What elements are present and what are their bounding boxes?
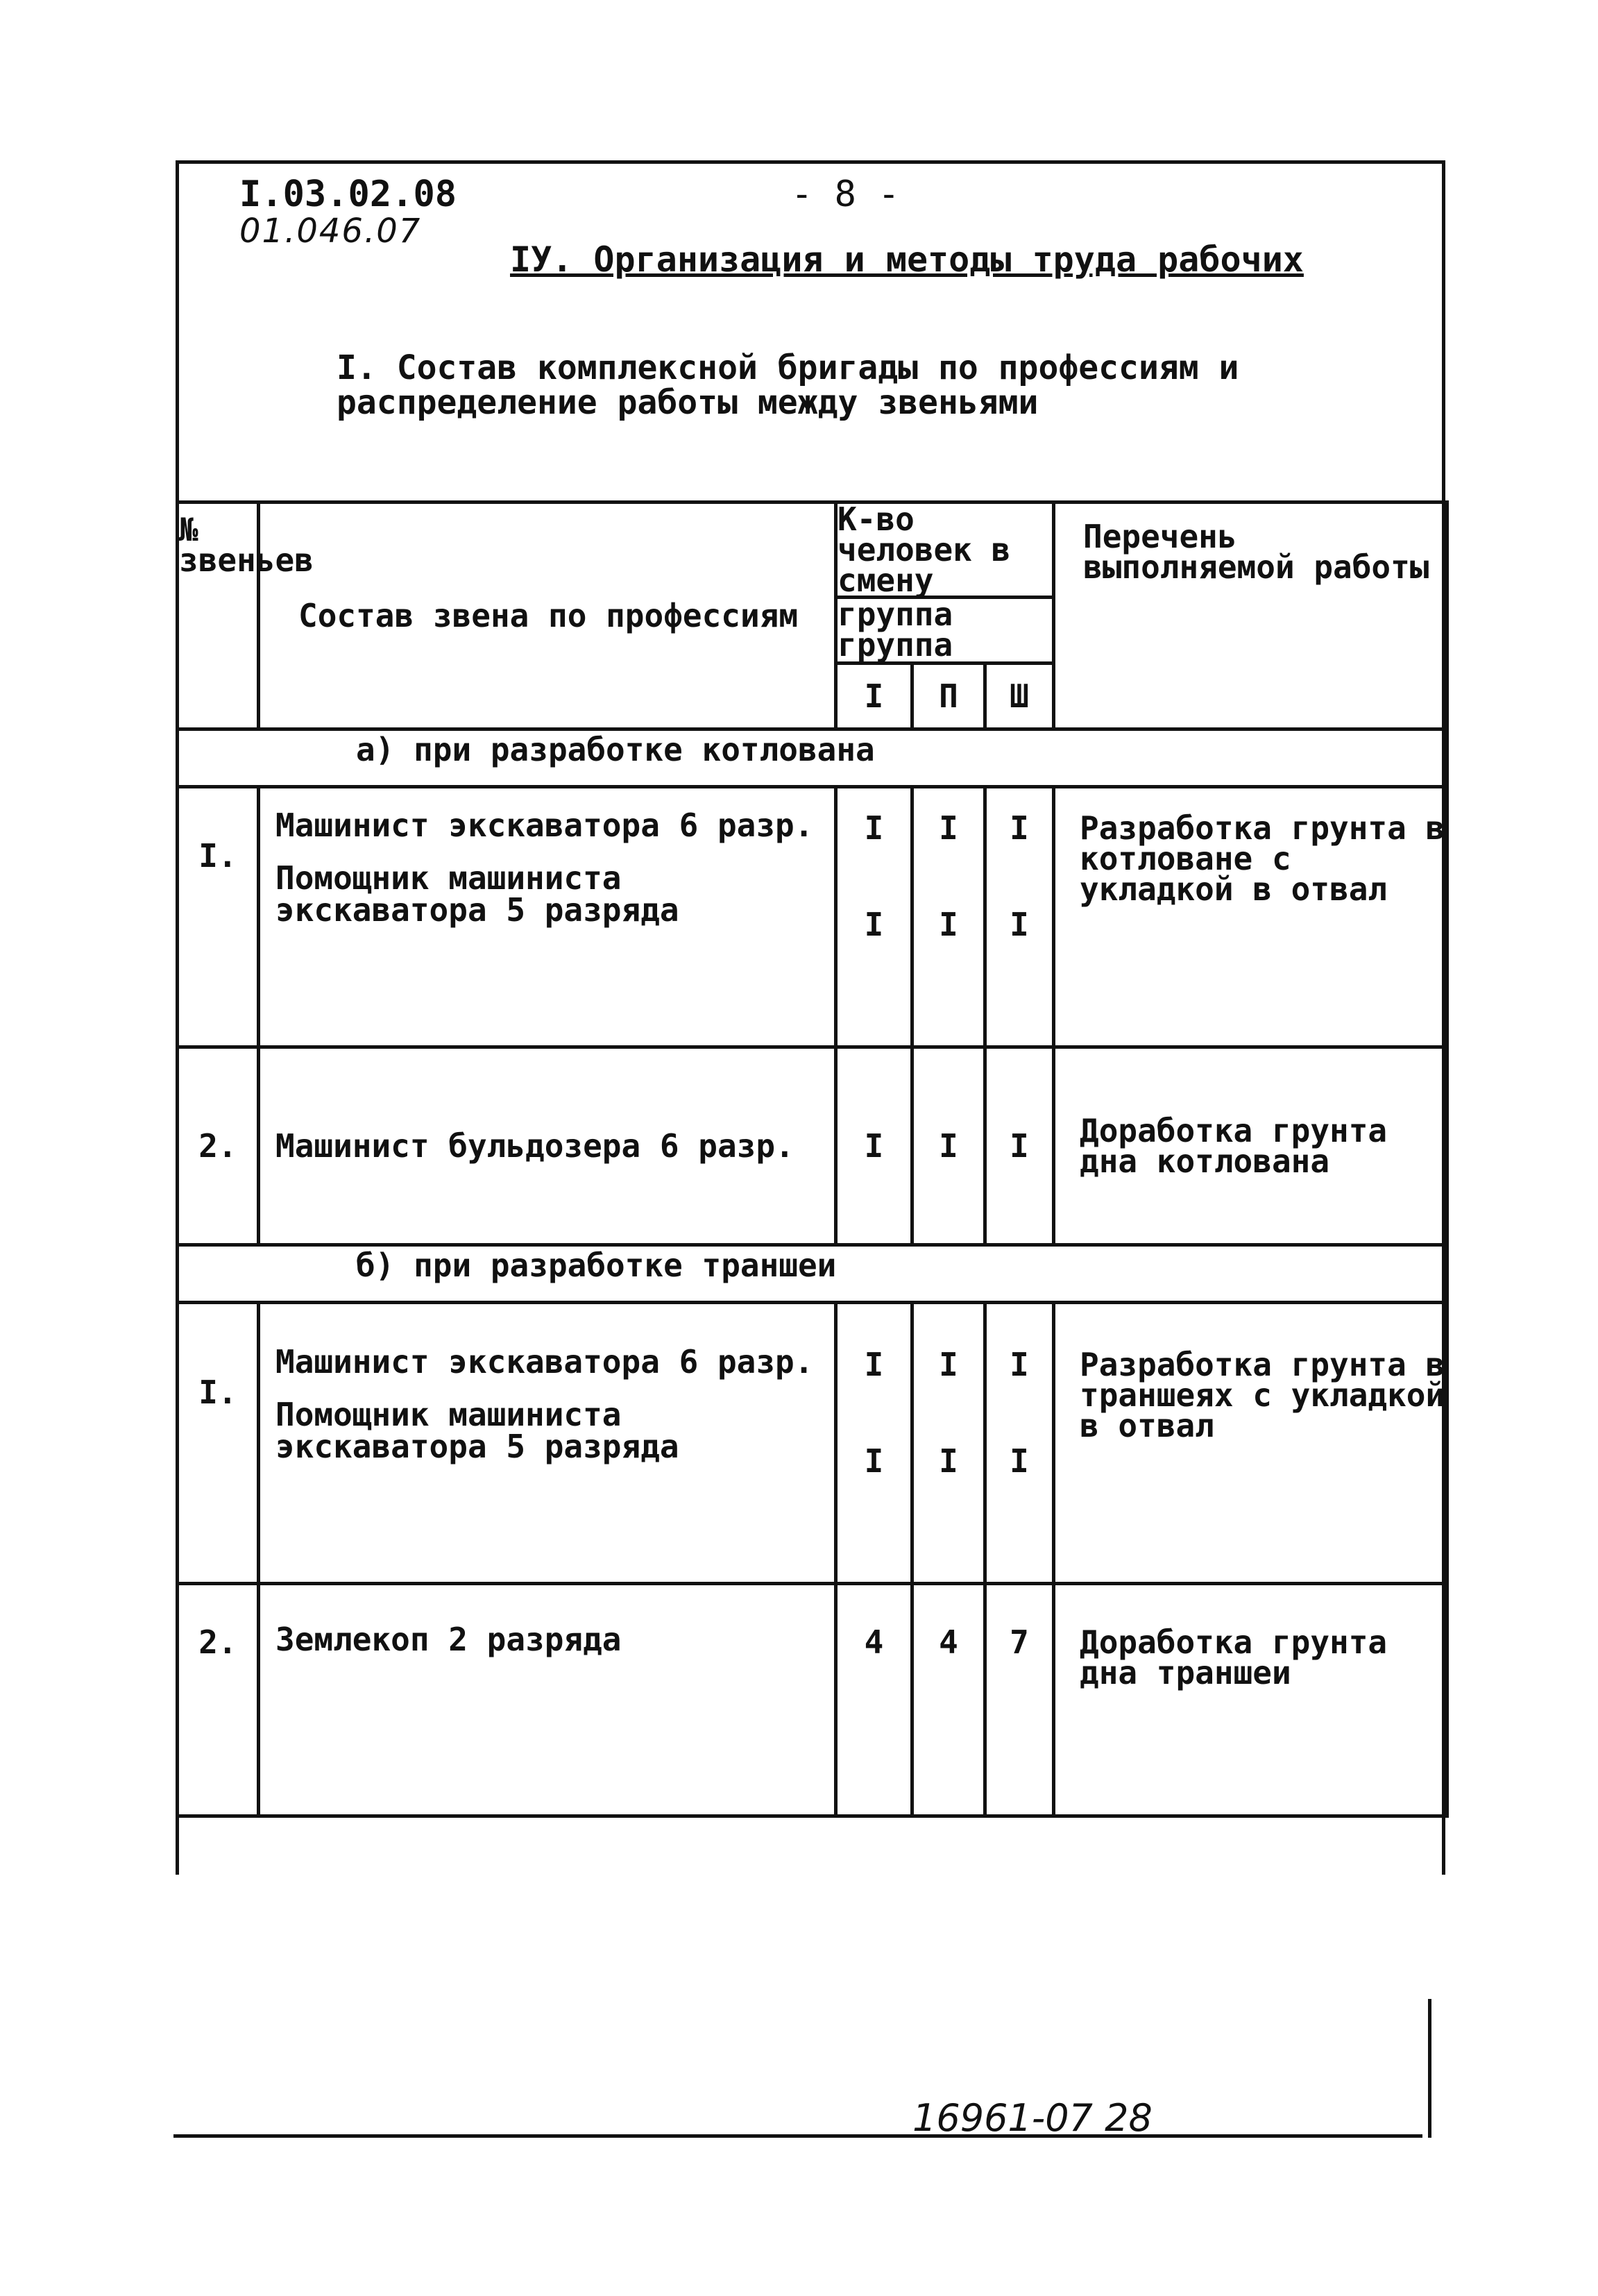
count-cell: 7 xyxy=(1010,1623,1029,1661)
count-cell: I xyxy=(939,809,958,847)
count-cell: I xyxy=(864,809,884,847)
header-group-3: Ш xyxy=(985,664,1054,729)
count-cell: I xyxy=(1010,1127,1029,1165)
work-description: Доработка грунта дна траншеи xyxy=(1080,1623,1388,1691)
row-no: 2. xyxy=(178,1047,259,1245)
count-cell: I xyxy=(864,1127,884,1165)
frame-edge xyxy=(1428,1999,1431,2138)
table-header-row xyxy=(178,503,1447,598)
header-group-1: I xyxy=(836,664,912,729)
section-title-trench: б) при разработке траншеи xyxy=(178,1245,1447,1303)
header-work-list: Перечень выполняемой работы xyxy=(1054,503,1447,729)
page-number: - 8 - xyxy=(791,174,900,215)
count-cell: I xyxy=(939,1442,958,1480)
header-composition: Состав звена по профессиям xyxy=(259,503,836,729)
brigade-table xyxy=(176,500,1449,1818)
table-row xyxy=(178,787,1447,1047)
count-cell: I xyxy=(1010,1346,1029,1383)
role-label: Машинист экскаватора 6 разр. xyxy=(275,807,814,844)
handwritten-code: 01.046.07 xyxy=(239,212,422,251)
role-label: Землекоп 2 разряда xyxy=(275,1621,622,1658)
count-cell: I xyxy=(939,906,958,943)
role-label: Машинист бульдозера 6 разр. xyxy=(275,1127,794,1165)
count-cell: I xyxy=(1010,1442,1029,1480)
count-cell: 4 xyxy=(939,1623,958,1661)
count-cell: I xyxy=(864,906,884,943)
role-label: Помощник машиниста экскаватора 5 разряда xyxy=(275,859,679,929)
table-row xyxy=(178,1584,1447,1816)
document-code: I.03.02.08 xyxy=(239,174,457,215)
count-cell: I xyxy=(939,1127,958,1165)
table-row xyxy=(178,1303,1447,1584)
row-no: I. xyxy=(178,787,259,1047)
signature-line xyxy=(173,2134,1422,2138)
row-no: I. xyxy=(178,1303,259,1584)
section-row-pit xyxy=(178,729,1447,787)
header-link-no: № звеньев xyxy=(178,503,259,729)
table-row xyxy=(178,1047,1447,1245)
subsection-title: I. Состав комплексной бригады по профессиям и распределение работы между звеньями xyxy=(337,348,1239,422)
count-cell: I xyxy=(1010,809,1029,847)
section-title-pit: а) при разработке котлована xyxy=(178,729,1447,787)
header-group: группа группа xyxy=(836,598,1054,664)
count-cell: I xyxy=(864,1346,884,1383)
role-label: Машинист экскаватора 6 разр. xyxy=(275,1343,814,1381)
count-cell: 4 xyxy=(864,1623,884,1661)
handwritten-mark: 16961-07 28 xyxy=(912,2096,1153,2140)
work-description: Разработка грунта в котловане с укладкой в отвал xyxy=(1080,809,1445,908)
section-title: IУ. Организация и методы труда рабочих xyxy=(510,239,1304,280)
count-cell: I xyxy=(1010,906,1029,943)
header-people-per-shift: К-во человек в смену xyxy=(836,503,1054,598)
work-description: Доработка грунта дна котлована xyxy=(1080,1112,1388,1180)
section-row-trench xyxy=(178,1245,1447,1303)
work-description: Разработка грунта в траншеях с укладкой в отвал xyxy=(1080,1346,1445,1444)
header-group-2: П xyxy=(912,664,985,729)
count-cell: I xyxy=(864,1442,884,1480)
count-cell: I xyxy=(939,1346,958,1383)
role-label: Помощник машиниста экскаватора 5 разряда xyxy=(275,1396,679,1465)
row-no: 2. xyxy=(178,1584,259,1816)
